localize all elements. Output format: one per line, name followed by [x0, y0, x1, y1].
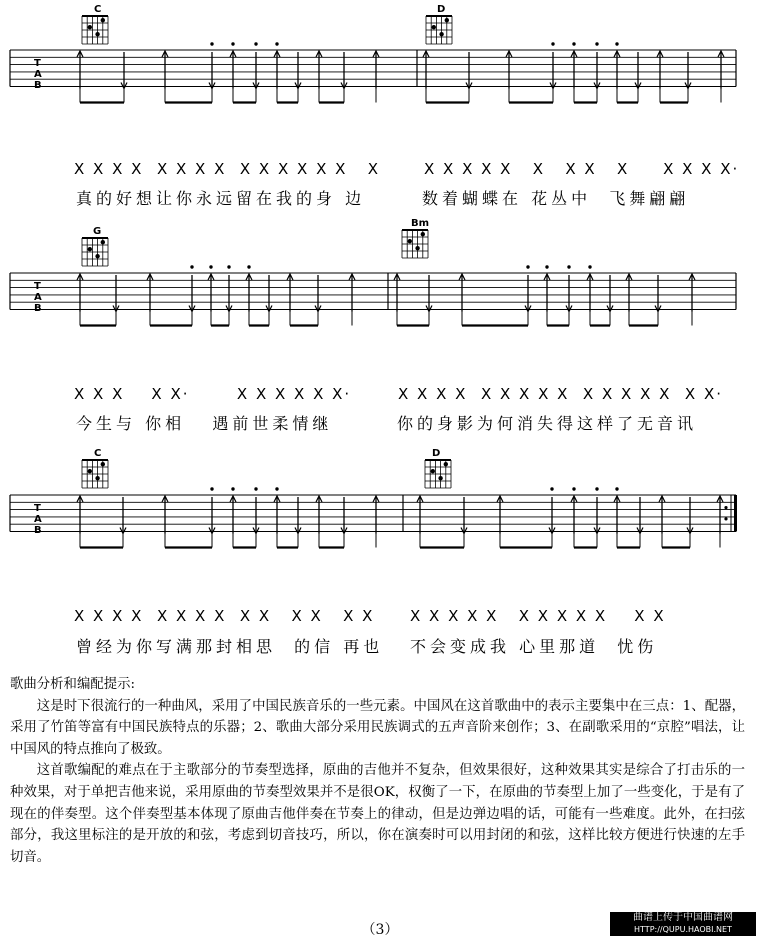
staccato-dot	[588, 265, 591, 268]
page-number: （3）	[361, 922, 399, 938]
staccato-dot	[209, 265, 212, 268]
staccato-dot	[231, 42, 234, 45]
staccato-dot	[572, 487, 575, 490]
barline-repeat-thick	[734, 495, 737, 532]
tab-clef-a: A	[34, 292, 42, 303]
tab-clef-1	[34, 58, 42, 91]
staccato-dot	[254, 487, 257, 490]
staccato-dot	[210, 487, 213, 490]
chord-name-d-1: D	[437, 4, 446, 15]
chord-diagram-finger	[95, 476, 99, 480]
site-watermark	[610, 912, 756, 936]
tab-clef-b: B	[34, 525, 42, 536]
analysis-paragraph-2: 这首歌编配的难点在于主歌部分的节奏型选择，原曲的吉他并不复杂，但效果很好，这种效果其实是综合了打击乐的一种效果，对于单把吉他来说，采用原曲的节奏型效果并不是很OK，权衡了一下，在原曲的节奏型上加了一些变化，于是有了现在的伴奏型。这个伴奏型基本体现了原曲吉他伴奏在节奏上的律动，但是边弹边唱的话，可能有一些难度。此外，在扫弦部分，我这里标注的是开放的和弦，考虑到切音技巧，所以，你在演奏时可以用封闭的和弦，这样比较方便进行快速的左手切音。	[10, 763, 745, 865]
chord-diagram-finger	[445, 18, 449, 22]
chord-diagram-finger	[88, 25, 92, 29]
chord-diagram-finger	[439, 32, 443, 36]
chord-name-d-2: D	[432, 448, 441, 459]
strum-pattern-1b: X X X X X X X X X X X X X·	[424, 160, 740, 178]
chord-diagram-finger	[415, 246, 419, 250]
staccato-dot	[572, 42, 575, 45]
strum-pattern-3b: X X X X X X X X X X X X	[410, 607, 666, 625]
chord-name-c-1: C	[94, 4, 102, 15]
tab-clef-t: T	[34, 503, 41, 514]
tab-clef-2	[34, 281, 42, 314]
staccato-dot	[247, 265, 250, 268]
chord-diagram-finger	[95, 254, 99, 258]
chord-diagram-finger	[408, 239, 412, 243]
staccato-dot	[190, 265, 193, 268]
staccato-dot	[615, 42, 618, 45]
chord-diagram-finger	[95, 32, 99, 36]
chord-diagram-finger	[101, 18, 105, 22]
lyrics-line-2a: 今生与 你相 遇前世柔情继	[76, 414, 333, 433]
strum-pattern-3a: X X X X X X X X X X X X X X	[74, 607, 375, 625]
chord-diagram-finger	[101, 240, 105, 244]
staccato-dot	[567, 265, 570, 268]
staccato-dot	[595, 487, 598, 490]
tab-clef-b: B	[34, 80, 42, 91]
tab-clef-3	[34, 503, 42, 536]
chord-name-bm: Bm	[411, 218, 430, 229]
staccato-dot	[615, 487, 618, 490]
staccato-dot	[254, 42, 257, 45]
staccato-dot	[550, 487, 553, 490]
lyrics-line-3b: 不会变成我 心里那道 忧伤	[410, 637, 658, 656]
lyrics-line-3a: 曾经为你写满那封相思 的信 再也	[76, 637, 384, 656]
chord-name-g: G	[93, 226, 102, 237]
chord-diagram-finger	[432, 25, 436, 29]
chord-diagram-finger	[444, 462, 448, 466]
watermark-line-2: HTTP://QUPU.HAOBI.NET	[634, 924, 732, 934]
staccato-dot	[275, 42, 278, 45]
watermark-line-1: 曲谱上传于中国曲谱网	[633, 912, 733, 923]
chord-diagram-finger	[101, 462, 105, 466]
repeat-dot	[724, 506, 727, 509]
staccato-dot	[595, 42, 598, 45]
analysis-paragraph-1: 这是时下很流行的一种曲风，采用了中国民族音乐的一些元素。中国风在这首歌曲中的表示主要集中在三点：1、配器，采用了竹笛等富有中国民族特点的乐器；2、歌曲大部分采用民族调式的五声音阶来创作；3、在副歌采用的“京腔”唱法，让中国风的特点推向了极致。	[10, 698, 745, 757]
strum-pattern-2a: X X X X X· X X X X X X·	[74, 385, 352, 403]
lyrics-line-2b: 你的身影为何消失得这样了无音讯	[397, 414, 698, 433]
repeat-dot	[724, 517, 727, 520]
chord-diagram-finger	[431, 469, 435, 473]
tab-clef-t: T	[34, 58, 41, 69]
chord-diagram-finger	[421, 232, 425, 236]
tab-clef-t: T	[34, 281, 41, 292]
tab-clef-a: A	[34, 69, 42, 80]
song-analysis	[10, 674, 745, 868]
staccato-dot	[275, 487, 278, 490]
staccato-dot	[210, 42, 213, 45]
strum-pattern-2b: X X X X X X X X X X X X X X X X·	[398, 385, 724, 403]
chord-diagram-finger	[88, 247, 92, 251]
analysis-heading: 歌曲分析和编配提示:	[10, 677, 136, 692]
staccato-dot	[227, 265, 230, 268]
chord-diagram-finger	[438, 476, 442, 480]
staccato-dot	[526, 265, 529, 268]
staccato-dot	[231, 487, 234, 490]
tab-clef-a: A	[34, 514, 42, 525]
staccato-dot	[545, 265, 548, 268]
chord-diagram-finger	[88, 469, 92, 473]
lyrics-line-1b: 数着蝴蝶在 花丛中 飞舞翩翩	[422, 189, 690, 208]
strum-pattern-1a: X X X X X X X X X X X X X X X	[74, 160, 380, 178]
tab-clef-b: B	[34, 303, 42, 314]
chord-name-c-2: C	[94, 448, 102, 459]
lyrics-line-1a: 真的好想让你永远留在我的身 边	[76, 189, 366, 208]
staccato-dot	[551, 42, 554, 45]
